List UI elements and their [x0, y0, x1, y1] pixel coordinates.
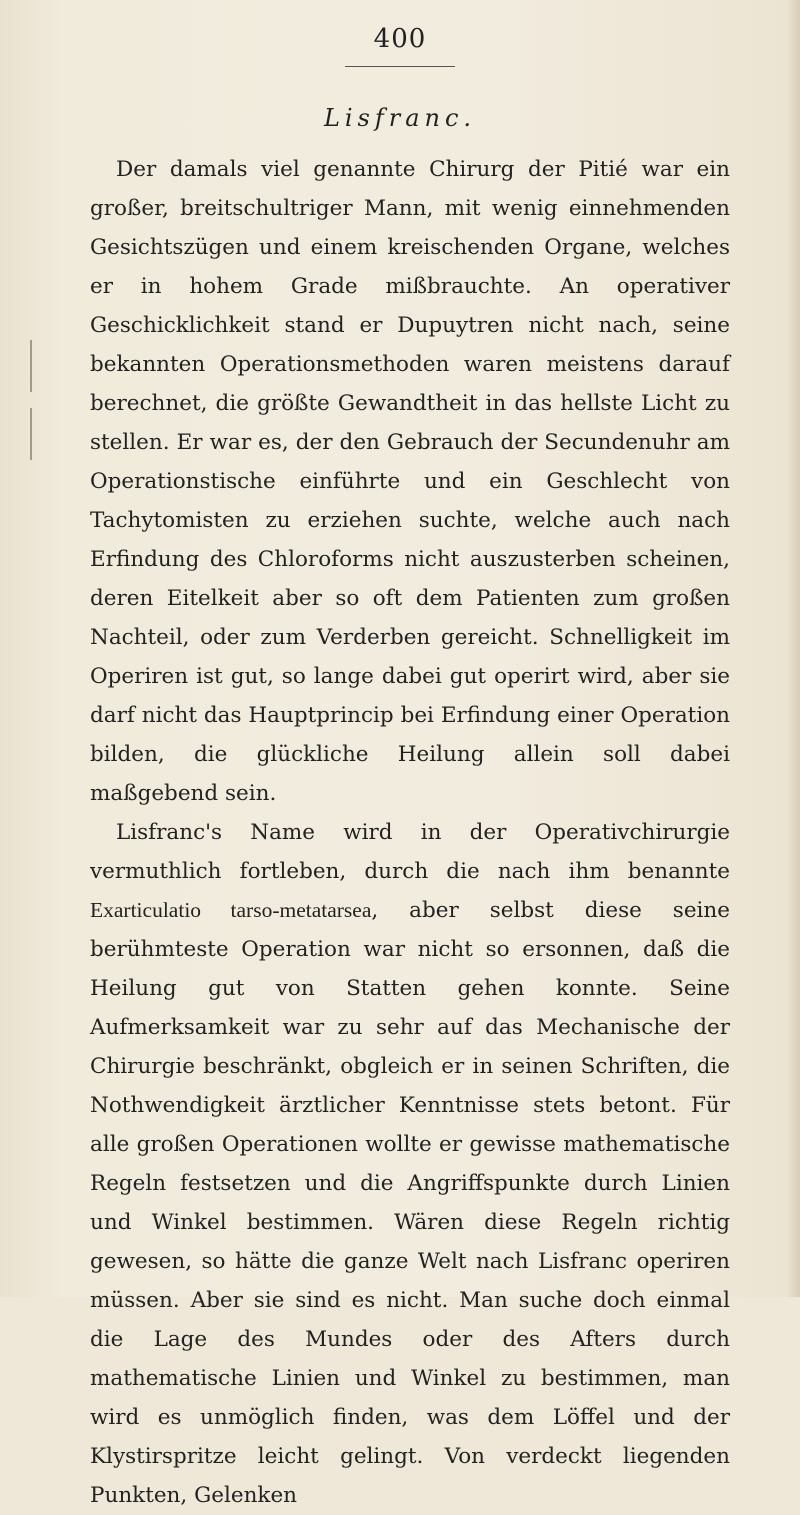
- margin-mark: [30, 340, 32, 392]
- page-edge-shadow: [786, 0, 800, 1297]
- page-number: 400: [373, 24, 427, 54]
- latin-term: Exarticulatio tarso-metatarsea: [90, 898, 372, 922]
- margin-marks: [30, 340, 42, 460]
- paragraph-1: Der damals viel genannte Chirurg der Pitié war ein großer, breitschultriger Mann, mit wenig einnehmenden Gesichtszügen und einem kreischenden Organe, welches er in hohem Grade mißbrauchte. An operativer Geschicklichkeit stand er Dupuytren nicht nach, seine bekannten Operationsmethoden waren meistens darauf berechnet, die größte Gewandtheit in das hellste Licht zu stellen. Er war es, der den Gebrauch der Secundenuhr am Operationstische einführte und ein Geschlecht von Tachytomisten zu erziehen suchte, welche auch nach Erfindung des Chloroforms nicht auszusterben scheinen, deren Eitelkeit aber so oft dem Patienten zum großen Nachteil, oder zum Verderben gereicht. Schnelligkeit im Operiren ist gut, so lange dabei gut operirt wird, aber sie darf nicht das Hauptprincip bei Erfindung einer Operation bilden, die glückliche Heilung allein soll dabei maßgebend sein.: [90, 157, 730, 806]
- margin-mark: [30, 408, 32, 460]
- paragraph-2: Lisfranc's Name wird in der Operativchirurgie vermuthlich fortleben, durch die nach ihm benannte Exarticulatio tarso-metatarsea, aber selbst diese seine berühmteste Operation war nicht so ersonnen, daß die Heilung gut von Statten gehen konnte. Seine Aufmerksamkeit war zu sehr auf das Mechanische der Chirurgie beschränkt, obgleich er in seinen Schriften, die Nothwendigkeit ärztlicher Kenntnisse stets betont. Für alle großen Operationen wollte er gewisse mathematische Regeln festsetzen und die Angriffspunkte durch Linien und Winkel bestimmen. Wären diese Regeln richtig gewesen, so hätte die ganze Welt nach Lisfranc operiren müssen. Aber sie sind es nicht. Man suche doch einmal die Lage des Mundes oder des Afters durch mathematische Linien und Winkel zu bestimmen, man wird es unmöglich finden, was dem Löffel und der Klystirspritze leicht gelingt. Von verdeckt liegenden Punkten, Gelenken: [90, 820, 730, 1508]
- page-number-rule: [345, 66, 455, 67]
- section-heading: Lisfranc.: [323, 104, 477, 132]
- body-text: [90, 150, 730, 1515]
